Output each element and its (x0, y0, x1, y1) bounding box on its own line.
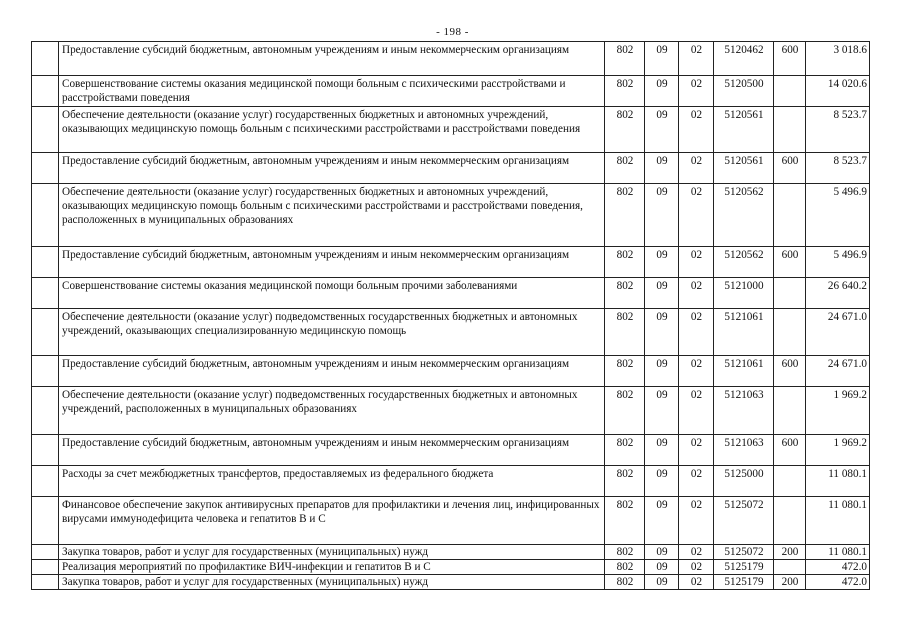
row-index-cell (32, 560, 59, 575)
row-index-cell (32, 247, 59, 278)
table-row (32, 184, 870, 247)
ministry-code: 802 (605, 309, 645, 356)
row-index-cell (32, 107, 59, 153)
section-code: 09 (645, 435, 679, 466)
amount: 24 671.0 (806, 356, 870, 387)
row-index-cell (32, 76, 59, 107)
amount: 5 496.9 (806, 184, 870, 247)
amount: 8 523.7 (806, 107, 870, 153)
target-code: 5121063 (714, 387, 774, 435)
section-code: 09 (645, 387, 679, 435)
target-code: 5125179 (714, 575, 774, 590)
section-code: 09 (645, 309, 679, 356)
subsection-code: 02 (679, 387, 714, 435)
expense-type-code: 600 (774, 435, 806, 466)
expense-type-code (774, 560, 806, 575)
subsection-code: 02 (679, 356, 714, 387)
table-row (32, 387, 870, 435)
section-code: 09 (645, 42, 679, 76)
ministry-code: 802 (605, 278, 645, 309)
subsection-code: 02 (679, 575, 714, 590)
expense-type-code (774, 278, 806, 309)
row-index-cell (32, 435, 59, 466)
amount: 472.0 (806, 575, 870, 590)
target-code: 5125072 (714, 545, 774, 560)
table-row (32, 545, 870, 560)
ministry-code: 802 (605, 153, 645, 184)
expense-name: Финансовое обеспечение закупок антивирусных препаратов для профилактики и лечения лиц, инфицированных вирусами иммунодефицита человека и гепатитов В и С (59, 497, 605, 545)
subsection-code: 02 (679, 466, 714, 497)
amount: 1 969.2 (806, 387, 870, 435)
ministry-code: 802 (605, 435, 645, 466)
target-code: 5120561 (714, 107, 774, 153)
expense-name: Предоставление субсидий бюджетным, автономным учреждениям и иным некоммерческим организациям (59, 42, 605, 76)
expense-name: Обеспечение деятельности (оказание услуг) подведомственных государственных бюджетных и автономных учреждений, оказывающих специализированную медицинскую помощь (59, 309, 605, 356)
ministry-code: 802 (605, 497, 645, 545)
table-row (32, 76, 870, 107)
section-code: 09 (645, 356, 679, 387)
expense-name: Обеспечение деятельности (оказание услуг) государственных бюджетных и автономных учреждений, оказывающих медицинскую помощь больным с психическими расстройствами и расстройствами поведения (59, 107, 605, 153)
ministry-code: 802 (605, 575, 645, 590)
row-index-cell (32, 184, 59, 247)
row-index-cell (32, 309, 59, 356)
section-code: 09 (645, 278, 679, 309)
ministry-code: 802 (605, 76, 645, 107)
target-code: 5121000 (714, 278, 774, 309)
page-number: - 198 - (436, 26, 469, 38)
expense-name: Совершенствование системы оказания медицинской помощи больным прочими заболеваниями (59, 278, 605, 309)
expense-name: Обеспечение деятельности (оказание услуг) государственных бюджетных и автономных учреждений, оказывающих медицинскую помощь больным с психическими расстройствами и расстройствами поведения, расположенных в муниципальных образованиях (59, 184, 605, 247)
amount: 5 496.9 (806, 247, 870, 278)
table-row (32, 278, 870, 309)
target-code: 5125072 (714, 497, 774, 545)
section-code: 09 (645, 575, 679, 590)
row-index-cell (32, 575, 59, 590)
subsection-code: 02 (679, 435, 714, 466)
subsection-code: 02 (679, 153, 714, 184)
table-row (32, 107, 870, 153)
table-row (32, 356, 870, 387)
expense-type-code (774, 184, 806, 247)
amount: 11 080.1 (806, 466, 870, 497)
section-code: 09 (645, 466, 679, 497)
amount: 26 640.2 (806, 278, 870, 309)
table-row (32, 575, 870, 590)
expense-name: Предоставление субсидий бюджетным, автономным учреждениям и иным некоммерческим организациям (59, 356, 605, 387)
section-code: 09 (645, 497, 679, 545)
expense-name: Предоставление субсидий бюджетным, автономным учреждениям и иным некоммерческим организациям (59, 153, 605, 184)
subsection-code: 02 (679, 76, 714, 107)
expense-name: Закупка товаров, работ и услуг для государственных (муниципальных) нужд (59, 545, 605, 560)
amount: 472.0 (806, 560, 870, 575)
expense-type-code: 600 (774, 42, 806, 76)
subsection-code: 02 (679, 184, 714, 247)
section-code: 09 (645, 184, 679, 247)
subsection-code: 02 (679, 107, 714, 153)
section-code: 09 (645, 545, 679, 560)
ministry-code: 802 (605, 184, 645, 247)
section-code: 09 (645, 107, 679, 153)
target-code: 5120561 (714, 153, 774, 184)
expense-type-code (774, 466, 806, 497)
amount: 14 020.6 (806, 76, 870, 107)
amount: 8 523.7 (806, 153, 870, 184)
table-row (32, 497, 870, 545)
section-code: 09 (645, 247, 679, 278)
ministry-code: 802 (605, 42, 645, 76)
table-row (32, 42, 870, 76)
expense-type-code (774, 76, 806, 107)
target-code: 5121061 (714, 356, 774, 387)
section-code: 09 (645, 153, 679, 184)
amount: 3 018.6 (806, 42, 870, 76)
table-row (32, 309, 870, 356)
amount: 24 671.0 (806, 309, 870, 356)
target-code: 5120562 (714, 184, 774, 247)
expense-name: Расходы за счет межбюджетных трансфертов, предоставляемых из федерального бюджета (59, 466, 605, 497)
expense-type-code (774, 309, 806, 356)
ministry-code: 802 (605, 466, 645, 497)
amount: 1 969.2 (806, 435, 870, 466)
subsection-code: 02 (679, 545, 714, 560)
expense-name: Обеспечение деятельности (оказание услуг) подведомственных государственных бюджетных и автономных учреждений, расположенных в муниципальных образованиях (59, 387, 605, 435)
expense-name: Предоставление субсидий бюджетным, автономным учреждениям и иным некоммерческим организациям (59, 435, 605, 466)
table-row (32, 153, 870, 184)
subsection-code: 02 (679, 278, 714, 309)
amount: 11 080.1 (806, 497, 870, 545)
subsection-code: 02 (679, 247, 714, 278)
target-code: 5120562 (714, 247, 774, 278)
row-index-cell (32, 153, 59, 184)
table-row (32, 247, 870, 278)
ministry-code: 802 (605, 356, 645, 387)
row-index-cell (32, 466, 59, 497)
expense-type-code: 600 (774, 153, 806, 184)
ministry-code: 802 (605, 107, 645, 153)
expense-type-code (774, 497, 806, 545)
subsection-code: 02 (679, 560, 714, 575)
expense-name: Реализация мероприятий по профилактике ВИЧ-инфекции и гепатитов В и С (59, 560, 605, 575)
expense-type-code (774, 387, 806, 435)
subsection-code: 02 (679, 497, 714, 545)
target-code: 5120462 (714, 42, 774, 76)
ministry-code: 802 (605, 247, 645, 278)
table-row (32, 435, 870, 466)
target-code: 5120500 (714, 76, 774, 107)
expense-name: Закупка товаров, работ и услуг для государственных (муниципальных) нужд (59, 575, 605, 590)
budget-table (31, 41, 870, 590)
row-index-cell (32, 278, 59, 309)
table-row (32, 466, 870, 497)
amount: 11 080.1 (806, 545, 870, 560)
target-code: 5121063 (714, 435, 774, 466)
expense-name: Совершенствование системы оказания медицинской помощи больным с психическими расстройствами и расстройствами поведения (59, 76, 605, 107)
expense-type-code: 200 (774, 545, 806, 560)
expense-type-code (774, 107, 806, 153)
table-row (32, 560, 870, 575)
subsection-code: 02 (679, 309, 714, 356)
target-code: 5125000 (714, 466, 774, 497)
row-index-cell (32, 387, 59, 435)
row-index-cell (32, 497, 59, 545)
expense-type-code: 600 (774, 247, 806, 278)
section-code: 09 (645, 560, 679, 575)
ministry-code: 802 (605, 387, 645, 435)
row-index-cell (32, 356, 59, 387)
ministry-code: 802 (605, 560, 645, 575)
ministry-code: 802 (605, 545, 645, 560)
expense-type-code: 600 (774, 356, 806, 387)
expense-name: Предоставление субсидий бюджетным, автономным учреждениям и иным некоммерческим организациям (59, 247, 605, 278)
budget-table-body (32, 42, 870, 590)
subsection-code: 02 (679, 42, 714, 76)
section-code: 09 (645, 76, 679, 107)
expense-type-code: 200 (774, 575, 806, 590)
row-index-cell (32, 42, 59, 76)
target-code: 5125179 (714, 560, 774, 575)
row-index-cell (32, 545, 59, 560)
target-code: 5121061 (714, 309, 774, 356)
